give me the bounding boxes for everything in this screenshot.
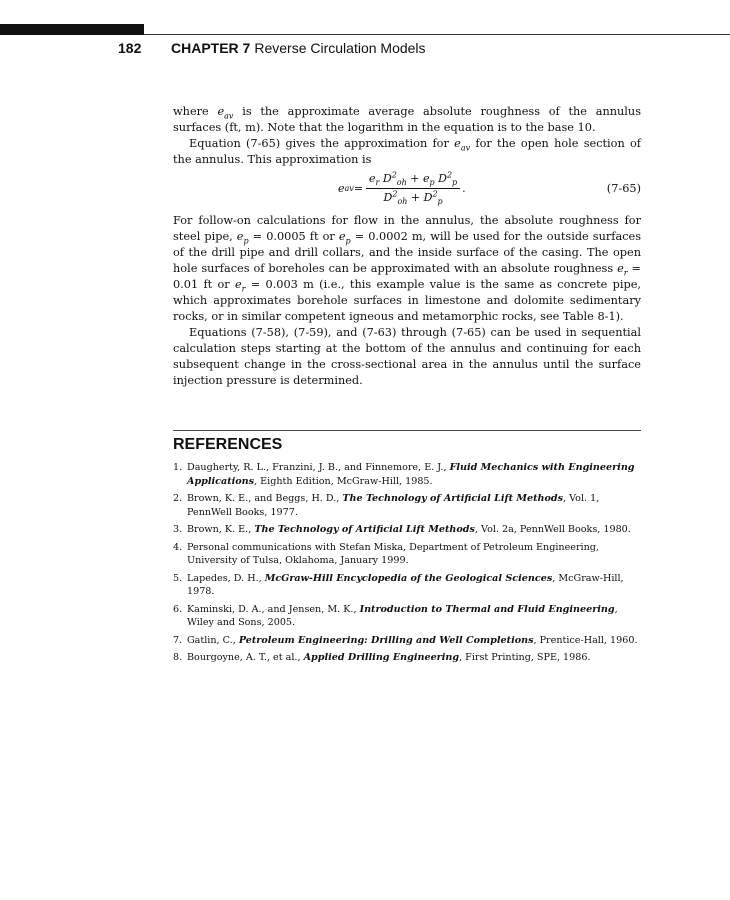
reference-item: 4. Personal communications with Stefan Miska, Department of Petroleum Engineering, University of Tulsa, Oklahoma, January 1999. [173, 541, 599, 566]
reference-item: 3. Brown, K. E., The Technology of Artificial Lift Methods, Vol. 2a, PennWell Books, 1980. [173, 524, 631, 535]
chapter-title: Reverse Circulation Models [254, 40, 426, 56]
equation-fraction [366, 171, 460, 206]
header-bar [0, 24, 144, 35]
equation-7-65 [173, 169, 641, 211]
body-text [173, 104, 641, 389]
page-number: 182 [118, 40, 142, 56]
references-heading: REFERENCES [173, 436, 283, 453]
reference-item: 8. Bourgoyne, A. T., et al., Applied Drilling Engineering, First Printing, SPE, 1986. [173, 652, 591, 663]
running-header [118, 40, 426, 56]
reference-item: 5. Lapedes, D. H., McGraw-Hill Encyclopedia of the Geological Sciences, McGraw-Hill, 1978. [173, 572, 624, 597]
header-rule [144, 34, 730, 35]
equation-denominator: $D^2_{oh} + D^2_p$ [383, 189, 443, 207]
equation-numerator: $e_r$ $D^2_{oh} + e_p$ $D^2_p$ [366, 171, 460, 189]
paragraph-1: where $e_{av}$ is the approximate average absolute roughness of the annulus surfaces (ft, m). Note that the logarithm in the equation is to the base 10. [173, 105, 641, 134]
paragraph-2: Equation (7-65) gives the approximation for $e_{av}$ for the open hole section of the annulus. This approximation is [173, 137, 641, 166]
paragraph-3: For follow-on calculations for flow in the annulus, the absolute roughness for steel pipe, $e_p = 0.0005$ ft or $e_p = 0.0002$ m, will be used for the outside surfaces of the drill pipe and drill collars, and the inside surface of the casing. The open hole surfaces of boreholes can be approximated with an absolute roughness $e_r = 0.01$ ft or $e_r = 0.003$ m (i.e., this example value is the same as concrete pipe, which approximates borehole surfaces in limestone and dolomite sedimentary rocks, or in similar competent igneous and metamorphic rocks, see Table 8-1). [173, 214, 642, 323]
equation-body: e av = $\frac{e_r D^2_{oh} + e_p D^2_p}{D^2_{oh} + D^2_p}$ . [338, 170, 466, 207]
chapter-label: CHAPTER 7 [171, 40, 251, 56]
paragraph-4: Equations (7-58), (7-59), and (7-63) through (7-65) can be used in sequential calculation steps starting at the bottom of the annulus and continuing for each subsequent change in the cross-sectional area in the annulus until the surface injection pressure is determined. [173, 326, 641, 387]
references-list [173, 461, 641, 669]
reference-item: 1. Daugherty, R. L., Franzini, J. B., and Finnemore, E. J., Fluid Mechanics with Engineering Applications, Eighth Edition, McGraw-Hill, 1985. [173, 462, 635, 487]
references-rule [173, 430, 641, 431]
reference-item: 2. Brown, K. E., and Beggs, H. D., The Technology of Artificial Lift Methods, Vol. 1, PennWell Books, 1977. [173, 493, 600, 518]
reference-item: 7. Gatlin, C., Petroleum Engineering: Drilling and Well Completions, Prentice-Hall, 1960. [173, 634, 638, 646]
reference-item: 6. Kaminski, D. A., and Jensen, M. K., Introduction to Thermal and Fluid Engineering, Wiley and Sons, 2005. [173, 603, 618, 628]
equation-number: (7-65) [606, 182, 641, 195]
